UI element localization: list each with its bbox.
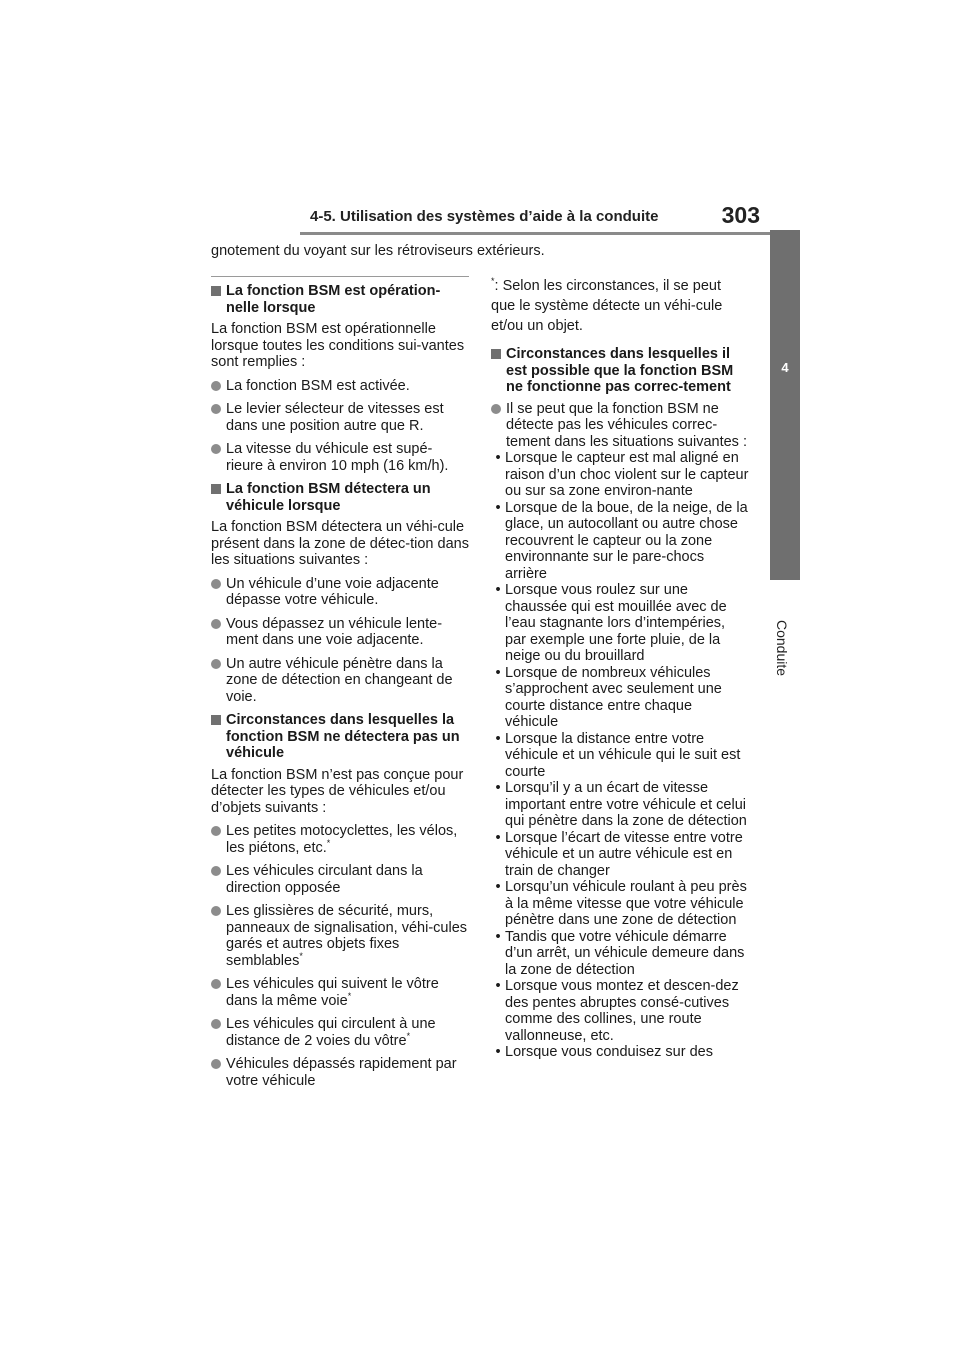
circle-bullet-icon	[211, 444, 221, 454]
circle-bullet-icon	[211, 906, 221, 916]
sub-list-item: • Lorsqu’un véhicule roulant à peu près à la même vitesse que votre véhicule pénètre dans une zone de détection	[495, 879, 747, 928]
section-bsm-malfunction	[491, 346, 749, 1061]
square-bullet-icon	[491, 349, 501, 359]
footnote-mark: *	[491, 276, 495, 287]
list-item: Les véhicules circulant dans la direction opposée	[211, 863, 469, 896]
circle-bullet-icon	[211, 1059, 221, 1069]
section-heading: La fonction BSM est opération-nelle lorsque	[211, 283, 469, 316]
square-bullet-icon	[211, 484, 221, 494]
section-title: 4-5. Utilisation des systèmes d’aide à la conduite	[310, 208, 659, 225]
sub-list-item: • Lorsque vous montez et descen-dez des pentes abruptes consé-cutives comme des collines, une route vallonneuse, etc.	[495, 978, 739, 1044]
circle-bullet-icon	[211, 826, 221, 836]
page-number: 303	[721, 202, 760, 228]
section-bsm-detects	[211, 481, 469, 705]
circle-bullet-icon	[211, 619, 221, 629]
section-heading: Circonstances dans lesquelles il est possible que la fonction BSM ne fonctionne pas correc-tement	[491, 346, 749, 396]
list-item: Véhicules dépassés rapidement par votre véhicule	[211, 1056, 469, 1089]
running-header	[300, 202, 800, 230]
paragraph: La fonction BSM est opérationnelle lorsque toutes les conditions sui-vantes sont remplies :	[211, 321, 465, 370]
sub-list-item: • Lorsque l’écart de vitesse entre votre véhicule et un autre véhicule est en train de changer	[495, 829, 743, 879]
square-bullet-icon	[211, 286, 221, 296]
header-rule	[300, 232, 800, 235]
sub-list-item: • Lorsque vous roulez sur une chaussée qui est mouillée avec de l’eau stagnante lors d’intempéries, par exemple une forte pluie, de la neige ou du brouillard	[495, 582, 727, 664]
chapter-label: Conduite	[774, 620, 790, 677]
list-item: Un autre véhicule pénètre dans la zone de détection en changeant de voie.	[211, 656, 469, 706]
intro-text: gnotement du voyant sur les rétroviseurs extérieurs.	[211, 243, 545, 259]
footnote-mark: *	[406, 1030, 411, 1041]
circle-bullet-icon	[211, 659, 221, 669]
circle-bullet-icon	[491, 404, 501, 414]
list-item: Vous dépassez un véhicule lente-ment dans une voie adjacente.	[211, 616, 469, 649]
left-column	[211, 276, 469, 1096]
sub-list-item: • Tandis que votre véhicule démarre d’un arrêt, un véhicule demeure dans la zone de détection	[495, 928, 745, 978]
square-bullet-icon	[211, 715, 221, 725]
list-item: Les petites motocyclettes, les vélos, les piétons, etc.*	[211, 823, 469, 856]
sub-list-item: • Lorsqu’il y a un écart de vitesse important entre votre véhicule et celui qui pénètre dans la zone de détection	[495, 780, 747, 829]
paragraph: La fonction BSM n’est pas conçue pour détecter les types de véhicules et/ou d’objets suivants :	[211, 766, 464, 816]
circle-bullet-icon	[211, 979, 221, 989]
chapter-number: 4	[781, 360, 789, 375]
circle-bullet-icon	[211, 1019, 221, 1029]
sub-list-item: • Lorsque de la boue, de la neige, de la glace, un autocollant ou autre chose recouvrent le capteur ou la zone environnante sur le pare-chocs arrière	[495, 499, 748, 582]
sub-list-item: • Lorsque le capteur est mal aligné en raison d’un choc violent sur le capteur ou sur sa zone environ-nante	[495, 450, 749, 499]
circle-bullet-icon	[211, 404, 221, 414]
footnote-mark: *	[347, 990, 352, 1001]
list-item: Le levier sélecteur de vitesses est dans une position autre que R.	[211, 401, 469, 434]
list-item: Il se peut que la fonction BSM ne détecte pas les véhicules correc-tement dans les situations suivantes :	[491, 401, 749, 451]
section-heading: La fonction BSM détectera un véhicule lorsque	[211, 481, 469, 514]
list-item: La vitesse du véhicule est supé-rieure à environ 10 mph (16 km/h).	[211, 441, 469, 474]
list-item: Les véhicules qui suivent le vôtre dans la même voie*	[211, 976, 469, 1009]
circle-bullet-icon	[211, 579, 221, 589]
circle-bullet-icon	[211, 381, 221, 391]
list-item: La fonction BSM est activée.	[211, 378, 469, 395]
section-bsm-operational	[211, 283, 469, 474]
footnote-mark: *	[299, 950, 303, 961]
right-column	[491, 276, 749, 1067]
list-item: Les véhicules qui circulent à une distance de 2 voies du vôtre*	[211, 1016, 469, 1049]
chapter-tab	[770, 230, 800, 580]
footnote-mark: *	[326, 837, 331, 848]
column-rule	[211, 276, 469, 277]
sub-list-item: • Lorsque la distance entre votre véhicule et un véhicule qui le suit est courte	[495, 730, 741, 780]
sub-list-item: • Lorsque vous conduisez sur des	[495, 1044, 713, 1060]
circle-bullet-icon	[211, 866, 221, 876]
list-item: Un véhicule d’une voie adjacente dépasse votre véhicule.	[211, 576, 469, 609]
paragraph: La fonction BSM détectera un véhi-cule présent dans la zone de détec-tion dans les situations suivantes :	[211, 519, 469, 568]
section-heading: Circonstances dans lesquelles la fonction BSM ne détectera pas un véhicule	[211, 712, 469, 762]
list-item: Les glissières de sécurité, murs, panneaux de signalisation, véhi-cules garés et autres objets fixes semblables*	[211, 903, 469, 969]
sub-list-item: • Lorsque de nombreux véhicules s’approchent avec seulement une courte distance entre chaque véhicule	[495, 664, 722, 730]
section-bsm-not-detect	[211, 712, 469, 1089]
footnote: *: Selon les circonstances, il se peut que le système détecte un véhi-cule et/ou un objet.	[491, 276, 723, 334]
